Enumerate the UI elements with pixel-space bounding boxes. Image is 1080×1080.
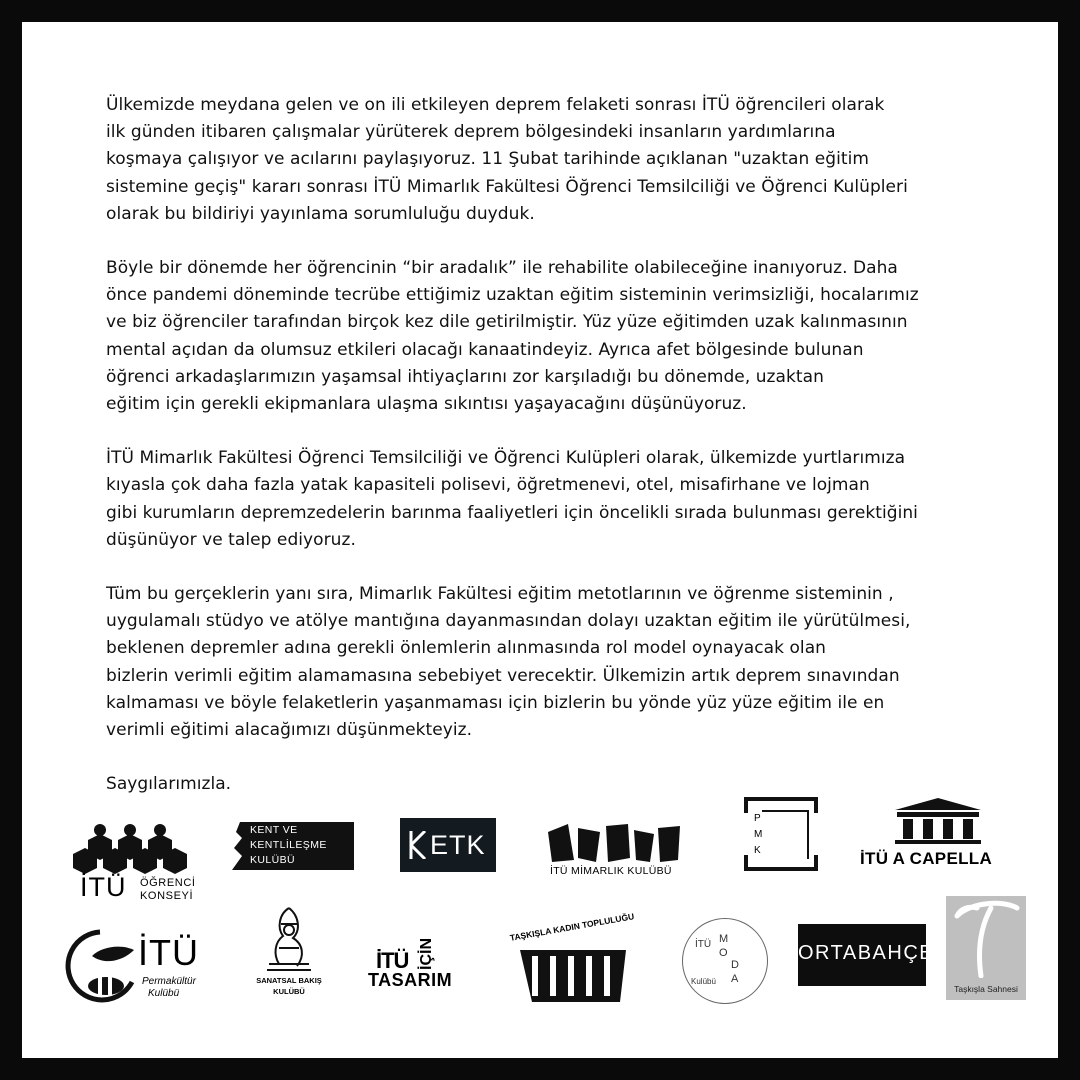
logo-letter: P <box>754 813 761 824</box>
logo-letter: O <box>719 947 728 959</box>
logo-letter: M <box>719 933 729 945</box>
text-line: öğrenci arkadaşlarımızın yaşamsal ihtiyaçlarını zor karşıladığı bu dönemde, uzaktan <box>106 366 824 387</box>
sketch-figure-icon <box>259 904 319 974</box>
logo-ogrenci-konseyi <box>66 822 196 902</box>
text-line: kalmaması ve böyle felaketlerin yaşanmaması için bizlerin bu yönde yüz yüze eğitim ile en <box>106 692 885 713</box>
k-mark-icon <box>409 831 427 859</box>
t-mark-icon <box>951 898 1021 978</box>
text-line: İTÜ Mimarlık Fakültesi Öğrenci Temsilciliği ve Öğrenci Kulüpleri olarak, ülkemizde yurtlarımıza <box>106 448 906 469</box>
logo-text: İÇİN <box>418 938 435 970</box>
logo-text: KONSEYİ <box>140 890 194 902</box>
logo-letter: A <box>731 973 739 985</box>
text-line: uygulamalı stüdyo ve atölye mantığına dayanmasından dolayı uzaktan eğitim ile yürütülmesi, <box>106 611 911 632</box>
text-line: Böyle bir dönemde her öğrencinin “bir aradalık” ile rehabilite olabileceğine inanıyoruz. Daha <box>106 258 898 279</box>
logo-mimarlik-kulubu <box>544 822 684 882</box>
logo-text: İTÜ <box>138 932 199 973</box>
logo-icin-tasarim <box>368 926 472 990</box>
logo-text: ETK <box>430 830 486 860</box>
logo-text: Permakültür <box>142 976 196 987</box>
paragraph-3 <box>106 445 1046 554</box>
logo-text: KENT VE <box>250 824 298 836</box>
text-line: eğitim için gerekli ekipmanlara ulaşma sıkıntısı yaşayacağını düşünüyoruz. <box>106 394 747 415</box>
logo-moda-kulubu <box>682 918 768 1004</box>
text-line: düşünüyor ve talep ediyoruz. <box>106 529 356 550</box>
logo-sanatsal-bakis <box>244 904 334 1002</box>
silhouette-icon <box>230 822 248 870</box>
text-line: Ülkemizde meydana gelen ve on ili etkileyen deprem felaketi sonrası İTÜ öğrencileri olarak <box>106 95 885 115</box>
text-line: bizlerin verimli eğitim alamamasına sebebiyet verecektir. Ülkemizin artık deprem sınavından <box>106 665 900 686</box>
text-line: mental açıdan da olumsuz etkileri olacağı kanaatindeyiz. Ayrıca afet bölgesinde bulunan <box>106 339 864 360</box>
text-line: verimli eğitimi alacağımızı düşünmekteyiz. <box>106 720 473 741</box>
paragraph-2 <box>106 255 1046 418</box>
bee-leaf-icon <box>62 926 142 1006</box>
statement <box>106 92 1046 798</box>
text-line: gibi kurumların depremzedelerin barınma faaliyetleri için öncelikli sırada bulunması gerektiğini <box>106 502 918 523</box>
logo-permakultur <box>62 926 202 1006</box>
logo-text: İTÜ <box>695 939 712 950</box>
hexagon-cluster-icon <box>68 822 192 874</box>
logo-pmk <box>744 797 818 871</box>
text-line: sistemine geçiş" kararı sonrası İTÜ Mimarlık Fakültesi Öğrenci Temsilciliği ve Öğrenci Kulüpleri <box>106 176 908 197</box>
logo-text: İTÜ A CAPELLA <box>860 849 993 868</box>
text-line: ilk günden itibaren çalışmalar yürüterek deprem bölgesindeki insanların yardımlarına <box>106 122 836 143</box>
text-line: Tüm bu gerçeklerin yanı sıra, Mimarlık Fakültesi eğitim metotlarının ve öğrenme sisteminin , <box>106 584 894 605</box>
logo-text: İTÜ <box>376 948 409 973</box>
logo-kent-kulubu <box>230 822 354 870</box>
logo-text: İTÜ MİMARLIK KULÜBÜ <box>550 865 672 877</box>
logo-text: TAŞKIŞLA KADIN TOPLULUĞU <box>509 911 635 943</box>
logo-text: İTÜ <box>80 872 127 902</box>
logo-kadin-toplulugu <box>502 910 642 1006</box>
text-line: ve biz öğrenciler tarafından birçok kez dile getirilmiştir. Yüz yüze eğitimden uzak kalınmasının <box>106 312 908 333</box>
logo-text: Kulübü <box>148 988 180 999</box>
logo-text: KULÜBÜ <box>273 987 305 996</box>
logo-text: KENTLİLEŞME <box>250 839 327 851</box>
closing-salutation: Saygılarımızla. <box>106 774 232 795</box>
text-line: kıyasla çok daha fazla yatak kapasiteli polisevi, öğretmenevi, otel, misafirhane ve lojman <box>106 475 870 496</box>
paragraph-1 <box>106 92 1046 228</box>
logo-text: TASARIM <box>368 970 453 990</box>
logo-text: KULÜBÜ <box>250 854 295 866</box>
logo-text: SANATSAL BAKIŞ <box>256 976 322 985</box>
logo-ortabahce <box>798 924 935 986</box>
columns-icon <box>893 798 983 844</box>
blocks-icon <box>544 822 684 864</box>
paragraph-4 <box>106 581 1046 744</box>
logo-letter: M <box>754 829 763 840</box>
logo-text: Taşkışla Sahnesi <box>954 984 1018 994</box>
logo-taskisla-sahnesi <box>946 896 1026 1000</box>
logo-letter: K <box>754 845 761 856</box>
logo-etk <box>400 818 496 872</box>
text-line: olarak bu bildiriyi yayınlama sorumluluğu duyduk. <box>106 203 535 224</box>
logo-letter: D <box>731 959 739 971</box>
text-line: koşmaya çalışıyor ve acılarını paylaşıyoruz. 11 Şubat tarihinde açıklanan "uzaktan eğitim <box>106 149 869 170</box>
logo-text: Kulübü <box>691 977 716 986</box>
logo-a-capella <box>858 798 1018 874</box>
page-frame <box>22 22 1058 1058</box>
text-line: beklenen depremler adına gerekli önlemlerin alınmasında rol model oynayacak olan <box>106 638 826 659</box>
logo-text: ORTABAHÇE <box>798 942 935 964</box>
logo-text: ÖĞRENCİ <box>140 877 196 889</box>
text-line: önce pandemi döneminde tecrübe ettiğimiz uzaktan eğitim sisteminin verimsizliği, hocalarımız <box>106 285 919 306</box>
